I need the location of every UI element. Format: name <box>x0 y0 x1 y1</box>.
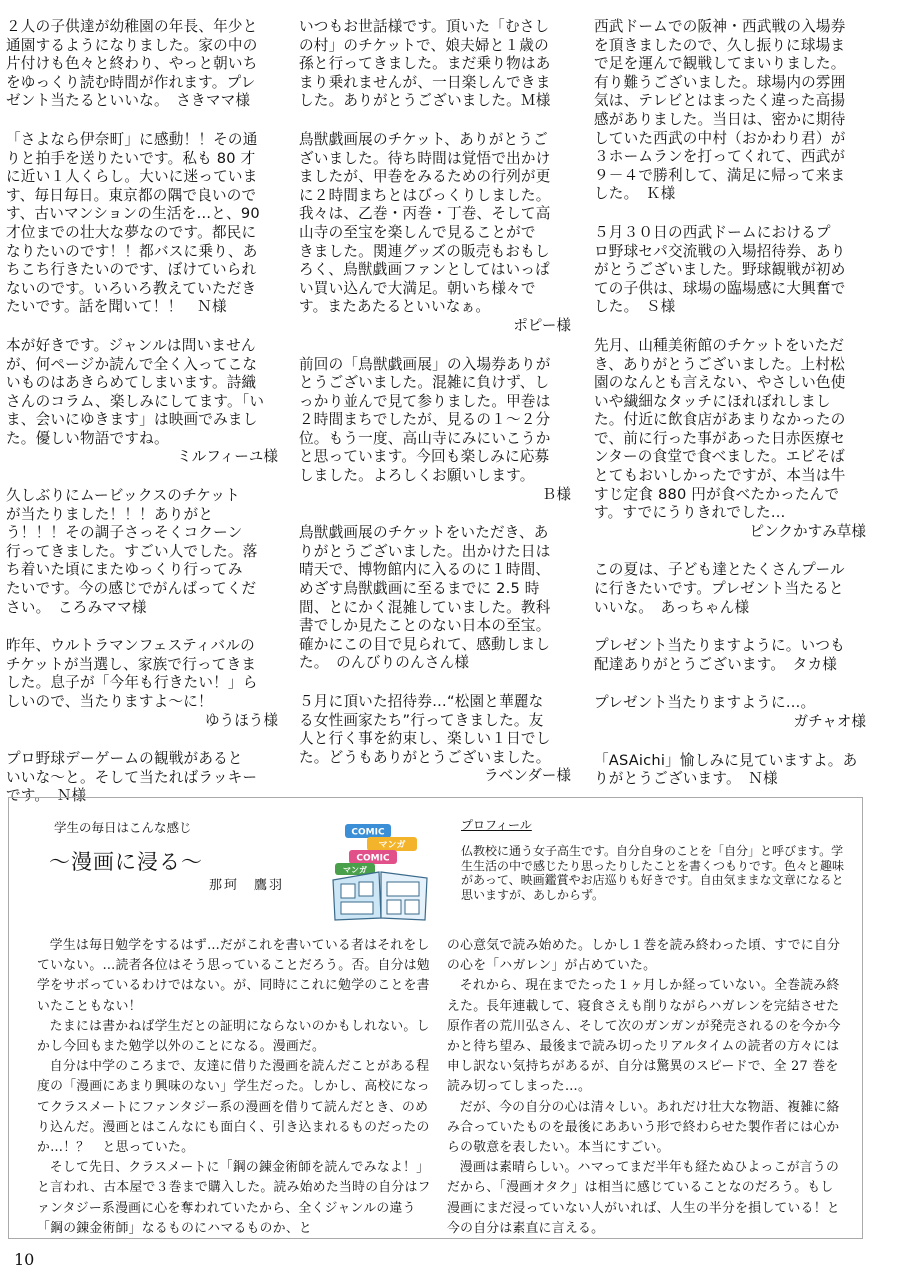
essay-paragraph: 自分は中学のころまで、友達に借りた漫画を読んだことがある程度の「漫画にあまり興味のない」学生だった。しかし、高校になってクラスメートにファンタジー系の漫画を借りて読んだとき、のめり込んだ。漫画とはこんなにも面白く、引き込まれるものだったのか…！？ と思っていた。 <box>37 1059 430 1156</box>
comic-label-2: マンガ <box>378 840 406 851</box>
letters-column-3 <box>594 18 866 809</box>
reader-letter <box>594 637 866 674</box>
profile-heading: プロフィール <box>461 818 532 832</box>
reader-letter <box>299 131 571 336</box>
comic-label-4: マンガ <box>343 865 367 875</box>
reader-letter <box>594 752 866 789</box>
essay-paragraph: それから、現在までたった１ヶ月しか経っていない。全巻読み終えた。長年連載して、寝食さえも削りながらハガレンを完結させた原作者の荒川弘さん、そして次のガンガンが発売されるのを今か今かと待ち望み、最後まで読み切ったリアルタイムの読者の方々には申し訳ない気持ちがあるが、自分は驚異のスピードで、全 27 巻を読み切ってしまった…。 <box>447 978 841 1095</box>
reader-letter <box>594 337 866 542</box>
letter-text: プレゼント当たりますように…。 <box>594 694 816 712</box>
reader-letter <box>594 224 866 317</box>
reader-letter <box>6 337 278 467</box>
letter-signature: ゆうほう様 <box>205 711 278 729</box>
reader-letter <box>594 561 866 617</box>
letter-text: この夏は、子ども達とたくさんプール に行きたいです。プレゼント当たると いいな。 あっちゃん様 <box>594 561 845 616</box>
letter-signature: ガチャオ様 <box>793 713 866 730</box>
essay-paragraph: だが、今の自分の心は清々しい。あれだけ壮大な物語、複雑に絡み合っていたものを最後にああいう形で終わらせた製作者には心からの敬意を表したい。本当にすごい。 <box>447 1099 840 1156</box>
essay-column-2 <box>447 936 845 1239</box>
letter-text: ２人の子供達が幼稚園の年長、年少と 通園するようになりました。家の中の 片付けも色々と終わり、やっと朝いち をゆっくり読む時間が作れます。プレ ゼント当たるといいな。 さきママ様 <box>6 18 258 110</box>
essay-paragraph: 漫画は素晴らしい。ハマってまだ半年も経たぬひよっこが言うのだから、「漫画オタク」は相当に感じていることなのだろう。もし漫画にまだ浸っていない人がいれば、人生の半分を損している！と今の自分は素直に言える。 <box>447 1160 840 1236</box>
reader-letter <box>594 694 866 731</box>
column-title: ～漫画に浸る～ <box>49 850 203 874</box>
letter-text: 「さよなら伊奈町」に感動！！その通 りと拍手を送りたいです。私も 80 才 に近い１人くらし。大いに迷っていま す、毎日毎日。東京都の隅で良いので す、古いマンションの生活を…と、90 才位までの壮大な夢なのです。都民に なりたいのです！！都バスに乗り、あ ちこち行きたいのです、ぼけていられ ないのです。いろいろ教えていただき たいです。話を聞いて！！ Ｎ様 <box>6 130 260 316</box>
letter-text: 西武ドームでの阪神・西武戦の入場券 を頂きましたので、久し振りに球場ま で足を運んで観戦してまいりました。 有り難うございました。球場内の雰囲 気は、テレビとはまったく違った高揚 感がありました。当日は、密かに期待 していた西武の中村（おかわり君）が ３ホームランを打ってくれて、西武が ９－４で勝利して、満足に帰って来ま した。 Ｋ様 <box>594 18 846 203</box>
reader-letter <box>6 18 278 111</box>
letter-text: ５月に頂いた招待券…“松園と華麗な る女性画家たち”行ってきました。友 人と行く事を約束し、楽しい１日でし た。どうもありがとうございました。 <box>299 693 551 766</box>
letter-text: プロ野球デーゲームの観戦があると いいな～と。そして当たればラッキー です。 Ｎ様 <box>6 750 258 805</box>
letter-signature: ラベンダー様 <box>484 767 571 785</box>
letter-text: 先月、山種美術館のチケットをいただ き、ありがとうございました。上村松 園のなんとも言えない、やさしい色使 いや繊細なタッチにほれぼれしまし た。付近に飲食店があまりなかったの で、前に行った事があった日赤医療セ ンターの食堂で食べました。エビそば とてもおいしかったですが、本当は牛 すじ定食 880 円が食べたかったんで す。すでにうりきれでした… <box>594 336 846 522</box>
column-author: 那珂 鷹羽 <box>209 878 285 893</box>
letter-text: 前回の「鳥獣戯画展」の入場券ありが とうございました。混雑に負けず、し っかり並んで見て参りました。甲巻は ２時間まちでしたが、見るの１～２分 位。もう一度、高山寺にみにいこうか と思っています。今回も楽しみに応募 しました。よろしくお願いします。 <box>299 355 551 485</box>
letter-text: ５月３０日の西武ドームにおけるプ ロ野球セパ交流戦の入場招待券、あり がとうございました。野球観戦が初め ての子供は、球場の臨場感に大興奮で した。 Ｓ様 <box>594 223 846 316</box>
letter-text: 昨年、ウルトラマンフェスティバルの チケットが当選し、家族で行ってきま した。息子が「今年も行きたい！」ら しいので、当たりますよ～に！ <box>6 637 258 710</box>
comic-label-3: COMIC <box>356 853 390 864</box>
column-box <box>8 797 863 1239</box>
letter-text: 本が好きです。ジャンルは問いません が、何ページか読んで全く入ってこな いものはあきらめてしまいます。詩織 さんのコラム、楽しみにしてます。「い ま、会いにゆきます」は映画でみまし た。優しい物語ですね。 <box>6 336 265 447</box>
letter-signature: ポピー様 <box>513 316 571 334</box>
reader-letter <box>299 356 571 505</box>
comic-label-1: COMIC <box>351 827 385 838</box>
reader-letter <box>6 487 278 617</box>
letters-column-2 <box>299 18 571 806</box>
reader-letter <box>594 18 866 204</box>
essay-paragraph: たまには書かねば学生だとの証明にならないのかもしれない。しかし今回もまた勉学以外のことになる。漫画だ。 <box>37 1018 430 1055</box>
letters-column-1 <box>6 18 278 826</box>
essay-paragraph: 学生は毎日勉学をするはず…だがこれを書いている者はそれをしていない。…読者各位はそう思っていることだろう。否。自分は勉学をサボっているわけではない。が、同時にこれに勉学のことを書いたこともない！ <box>37 938 430 1014</box>
letter-text: 鳥獣戯画展のチケット、ありがとうご ざいました。待ち時間は覚悟で出かけ ましたが、甲巻をみるための行列が更 に２時間まちとはびっくりしました。 我々は、乙巻・丙巻・丁巻、そして高 山寺の至宝を楽しんで見ることがで きました。関連グッズの販売もおもし ろく、鳥獣戯画ファンとしてはいっぱ い買い込んで大満足。朝いち様々で す。またあたるといいなぁ。 <box>299 130 551 316</box>
comic-books-illustration <box>327 822 437 922</box>
profile-text: 仏教校に通う女子高生です。自分自身のことを「自分」と呼びます。学生生活の中で感じたり思ったりしたことを書くつもりです。色々と趣味があって、映画鑑賞やお店巡りも好きです。自由気ままな文章になると思いますが、あしからず。 <box>461 844 845 902</box>
letter-text: 鳥獣戯画展のチケットをいただき、あ りがとうございました。出かけた日は 晴天で、博物館内に入るのに１時間、 めざす鳥獣戯画に至るまでに 2.5 時 間、とにかく混雑していました。教科 書でしか見たことのない日本の至宝。 確かにこの目で見られて、感動しまし た。 のんびりのんさん様 <box>299 524 551 672</box>
letter-signature: Ｂ様 <box>541 485 571 503</box>
essay-paragraph: そして先日、クラスメートに「鋼の錬金術師を読んでみなよ！」と言われ、古本屋で３巻まで購入した。読み始めた当時の自分はファンタジー系漫画に心を奪われていたから、全くジャンルの違う「鋼の錬金術師」なるものにハマるものか、と <box>37 1160 431 1236</box>
letter-text: プレゼント当たりますように。いつも 配達ありがとうございます。 タカ様 <box>594 637 845 673</box>
page-number: 10 <box>14 1250 35 1269</box>
reader-letter <box>299 524 571 673</box>
essay-column-1 <box>37 936 435 1239</box>
letter-signature: ピンクかすみ草様 <box>749 522 866 540</box>
reader-letter <box>6 131 278 317</box>
reader-letter <box>6 637 278 730</box>
letter-text: 「ASAichi」愉しみに見ていますよ。あ りがとうございます。 Ｎ様 <box>594 751 858 788</box>
letter-signature: ミルフィーユ様 <box>177 448 278 466</box>
column-series-label: 学生の毎日はこんな感じ <box>54 820 192 835</box>
essay-paragraph-continued: の心意気で読み始めた。しかし１巻を読み終わった頃、すでに自分の心を「ハガレン」が占めていた。 <box>447 938 841 974</box>
letter-text: 久しぶりにムービックスのチケット が当たりました！！！ありがと う！！！その調子さっそくコクーン 行ってきました。すごい人でした。落 ち着いた頃にまたゆっくり行ってみ たいです。今の感じでがんばってくだ さい。 ころみママ様 <box>6 487 258 616</box>
reader-letter <box>299 693 571 786</box>
reader-letter <box>299 18 571 111</box>
letter-text: いつもお世話様です。頂いた「むさし の村」のチケットで、娘夫婦と１歳の 孫と行ってきました。まだ乗り物はあ まり乗れませんが、一日楽しんできま した。ありがとうございました。Ｍ様 <box>299 18 551 110</box>
